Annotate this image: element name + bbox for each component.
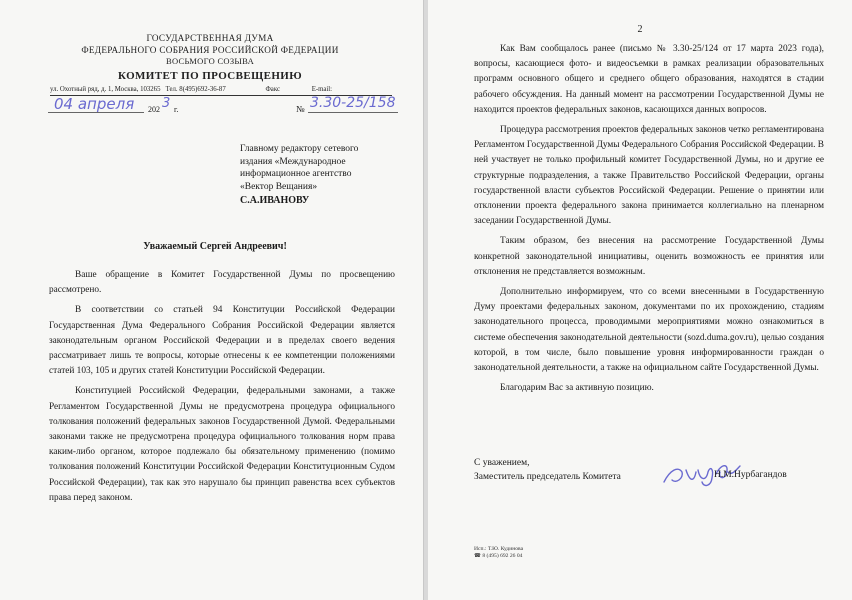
page-number: 2: [637, 24, 643, 35]
page2-paragraph-4: Дополнительно информируем, что со всеми внесенными в Государственную Думу проектами федеральных законом, документами по их прохождению, стадиям законодательного процесса, проводимыми мероприятиями можно ознакомиться в системе обеспечения законодательной деятельности (sozd.duma.gov.ru), целью создания которой, в том числе, было повышение уровня информированности граждан о законодательной деятельности, а также на официальном сайте Государственной Думы.: [474, 287, 824, 374]
page1-paragraph-1: Ваше обращение в Комитет Государственной Думы по просвещению рассмотрено.: [49, 270, 395, 296]
recipient-line-3: информационное агентство: [240, 169, 352, 179]
signer-title: Заместитель председатель Комитета: [474, 472, 621, 482]
date-underline: [48, 112, 144, 113]
page1-paragraph-3: Конституцией Российской Федерации, федеральными законами, а также Регламентом Государственной Думы не предусмотрена процедура официального толкования положений федеральных законов Государственной Думой. Федеральными законами также не предусмотрена процедура официального толкования норм права каким-либо органом, которое подлежало бы обязательному применению (помимо толкования положений Конституции Российской Федерации Конституционным Судом Российской Федерации), так как это нарушало бы принцип равенства всех субъектов права перед законом.: [49, 386, 395, 503]
number-handwritten: 3.30-25/158: [310, 95, 396, 111]
page2-paragraph-2: Процедура рассмотрения проектов федеральных законов четко регламентирована Регламентом Государственной Думы Федерального Собрания Российской Федерации. В ней участвует не только профильный комитет Государственной Думы, но и другие ее структурные подразделения, а также Правительство Российской Федерации, органы государственной власти субъектов Российской Федерации. Решение о принятии или отклонении проекта федерального закона принимается коллегиально на пленарном заседании Государственной Думы.: [474, 125, 824, 227]
letter-page-2: [428, 0, 852, 600]
page2-paragraph-5: Благодарим Вас за активную позицию.: [500, 383, 654, 394]
recipient-line-1: Главному редактору сетевого: [240, 144, 359, 154]
phone: Тел. 8(495)692-36-87: [165, 86, 226, 93]
year-handwritten: 3: [162, 96, 171, 111]
page1-paragraph-2: В соответствии со статьей 94 Конституции Российской Федерации Государственная Дума Федерального Собрания Российской Федерации является законодательным органом Российской Федерации и в пределах своего ведения рассматривает лишь те вопросы, которые отнесены к ее компетенции положениями статей 103, 105 и других статей Конституции Российской Федерации.: [49, 305, 395, 377]
recipient-line-2: издания «Международное: [240, 156, 346, 167]
page2-body: [474, 42, 824, 401]
letter-page-1: [0, 0, 424, 600]
year-postfix: г.: [174, 105, 179, 114]
year-prefix: 202: [148, 105, 160, 114]
recipient-name: С.А.ИВАНОВУ: [240, 195, 310, 206]
page2-paragraph-1: Как Вам сообщалось ранее (письмо № 3.30-25/124 от 17 марта 2023 года), вопросы, касающиеся фото- и видеосъемки в рамках реализации образовательных программ основного общего и среднего общего образования, находятся в стадии рабочего обсуждения. На данный момент на рассмотрении Государственной Думы не находится проектов федеральных законов, касающихся данных вопросов.: [474, 44, 824, 115]
fax: Факс: [265, 86, 280, 93]
executor: Исп.: Т.Ю. Кудинова: [474, 546, 524, 552]
email: E-mail:: [311, 86, 333, 93]
closing: С уважением,: [474, 458, 530, 468]
date-number-line: [48, 95, 398, 119]
page2-paragraph-3: Таким образом, без внесения на рассмотрение Государственной Думы конкретной законодательной инициативы, оценить возможность ее принятия или отклонения не представляется возможным.: [474, 236, 824, 277]
date-handwritten: 04 апреля: [54, 95, 135, 113]
letterhead-line-3: ВОСЬМОГО СОЗЫВА: [165, 56, 255, 66]
executor-block: [474, 546, 523, 560]
recipient-block: [240, 143, 358, 193]
signer-name: Н.М.Нурбагандов: [714, 470, 787, 480]
closing-block: [474, 456, 621, 484]
number-sign: №: [296, 104, 305, 114]
letterhead-line-1: ГОСУДАРСТВЕННАЯ ДУМА: [146, 33, 274, 43]
address: ул. Охотный ряд, д. 1, Москва, 103265: [50, 86, 161, 93]
page1-body: [49, 268, 395, 511]
executor-phone: ☎ 8 (495) 692 26 04: [474, 553, 523, 559]
committee-name: КОМИТЕТ ПО ПРОСВЕЩЕНИЮ: [117, 69, 303, 82]
number-underline: [308, 112, 398, 113]
letterhead: [40, 33, 380, 82]
letterhead-line-2: ФЕДЕРАЛЬНОГО СОБРАНИЯ РОССИЙСКОЙ ФЕДЕРАЦИИ: [81, 44, 339, 55]
recipient-line-4: «Вектор Вещания»: [240, 181, 318, 192]
address-line: [50, 86, 332, 93]
greeting: Уважаемый Сергей Андреевич!: [143, 241, 287, 252]
